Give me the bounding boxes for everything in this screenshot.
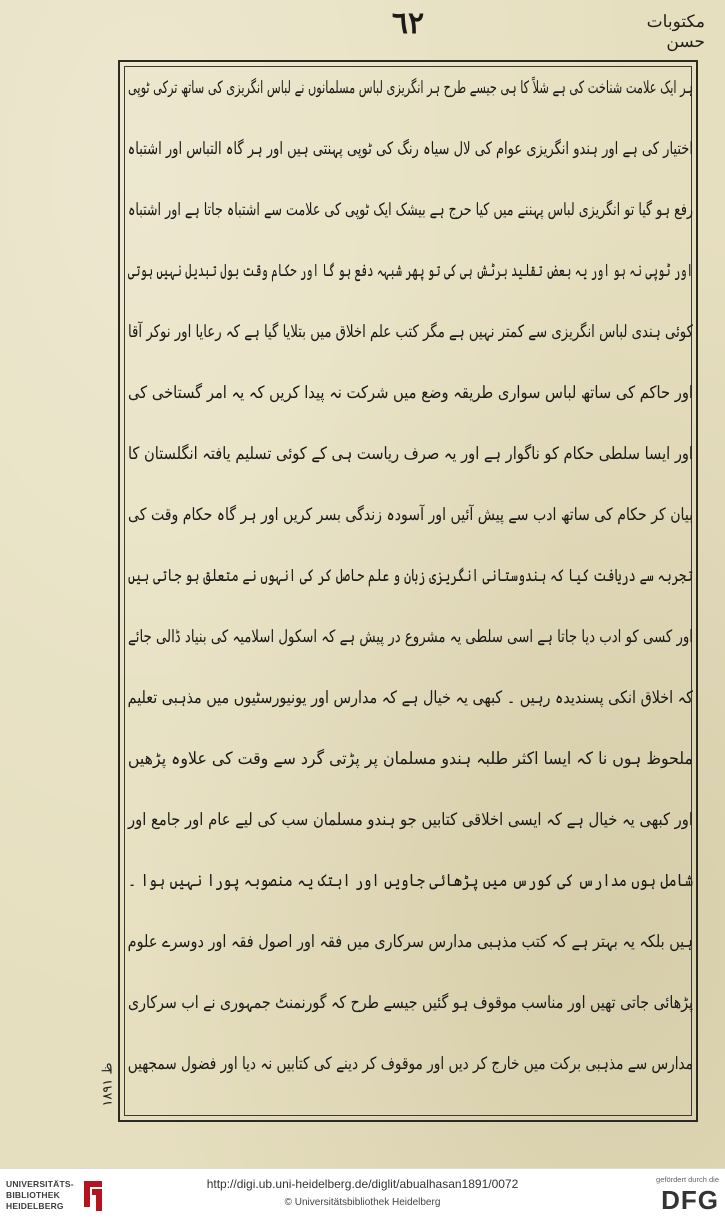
library-logo-line-3: HEIDELBERG — [6, 1201, 64, 1211]
permalink-url[interactable]: http://digi.ub.uni-heidelberg.de/diglit/abualhasan1891/0072 — [206, 1177, 519, 1191]
text-line-10: اور کسی کو ادب دیا جاتا ہے اسی سلطی یہ مشروع در پیش ہے کہ اسکول اسلامیہ کی بنیاد ڈالی جائے — [128, 627, 693, 647]
text-line-4: اور ٹوپی نہ ہو اور یہ بعض تقلید برٹش ہی کی تو پھر شبہہ دفع ہو گا اور حکام وقت بول تبدیل نہیں ہوتی — [127, 261, 693, 281]
text-line-8: بیان کر حکام کی ساتھ ادب سے پیش آئیں اور آسودہ زندگی بسر کریں اور ہر گاہ حکام وقت کی — [128, 505, 693, 525]
text-line-6: اور حاکم کی ساتھ لباس سواری طریقہ وضع میں شرکت نہ پیدا کریں کہ یہ امر گستاخی کی — [127, 383, 694, 403]
library-logo-line-2: BIBLIOTHEK — [6, 1190, 60, 1200]
funder-block — [645, 1175, 719, 1215]
running-head: مکتوبات حسن — [646, 12, 705, 52]
text-line-15: ہیں بلکہ یہ بہتر ہے کہ کتب مذہبی مدارس سرکاری میں فقہ اور اصول فقہ اور دوسرے علوم — [127, 932, 693, 952]
text-line-1: ہر ایک علامت شناخت کی ہے شلاً کا ہی جیسے طرح ہر انگریزی لباس مسلمانوں نے لباس انگریزی کی ساتھ ترکی ٹوپی — [128, 78, 693, 98]
library-logo-line-1: UNIVERSITÄTS- — [6, 1179, 74, 1189]
text-line-11: کہ اخلاق انکی پسندیدہ رہیں ۔ کبھی یہ خیال ہے کہ مدارس اور یونیورسٹیوں میں مذہبی تعلیم — [127, 688, 693, 708]
margin-note — [98, 1052, 118, 1116]
viewer-footer — [0, 1168, 725, 1223]
text-line-5: کوئی ہندی لباس انگریزی سے کمتر نہیں ہے مگر کتب علم اخلاق میں بتلایا گیا ہے کہ رعایا اور نوکر آقا — [128, 322, 693, 342]
text-line-7: اور ایسا سلطی حکام کو ناگوار ہے اور یہ صرف ریاست ہی کے کوئی تسلیم یافتہ انگلستان کا — [127, 444, 694, 464]
text-line-17: مدارس سے مذہبی برکت میں خارج کر دیں اور موقوف کر دینے کی کتابیں نہ دیا اور فضول سمجھیں — [127, 1054, 693, 1074]
margin-note-text: ظ ۱۸۹۱ — [100, 1061, 116, 1107]
text-line-16: پڑھائی جاتی تھیں اور مناسب موقوف ہو گئیں جیسے طرح کہ گورنمنٹ جمہوری نے اب سرکاری — [128, 993, 693, 1013]
text-line-12: ملحوظ ہوں نا کہ ایسا اکثر طلبہ ہندو مسلمان پر پڑتی گرد سے وقت کی علاوہ پڑھیں — [127, 749, 693, 769]
funder-label: gefördert durch die — [656, 1175, 719, 1184]
text-line-13: اور کبھی یہ خیال ہے کہ ایسی اخلاقی کتابیں جو ہندو مسلمان سب کی لیے عام اور جامع اور — [128, 810, 693, 830]
text-line-9: تجربہ سے دریافت کیا کہ ہندوستانی انگریزی زبان و علم حاصل کر کی انہوں نے متعلق ہو جاتی ہیں — [128, 566, 693, 586]
copyright-notice: © Universitätsbibliothek Heidelberg — [284, 1197, 441, 1208]
page-number: ٦٢ — [391, 6, 425, 41]
text-line-3: رفع ہو گیا تو انگریزی لباس پہننے میں کیا حرج ہے بیشک ایک ٹوپی کی علامت سے اشتباہ جاتا ہے اور اشتباہ — [128, 200, 693, 220]
text-line-2: اختیار کی ہے اور ہندو انگریزی عوام کی لال سیاہ رنگ کی ٹوپی پہنتی ہیں اور ہر گاہ التباس اور اشتباہ — [127, 139, 694, 159]
dfg-logo: DFG — [661, 1185, 719, 1215]
text-line-14: شامل ہوں مدارس کی کورس میں پڑھائی جاویں اور ابتک یہ منصوبہ پورا نہیں ہوا ۔ — [128, 871, 693, 891]
